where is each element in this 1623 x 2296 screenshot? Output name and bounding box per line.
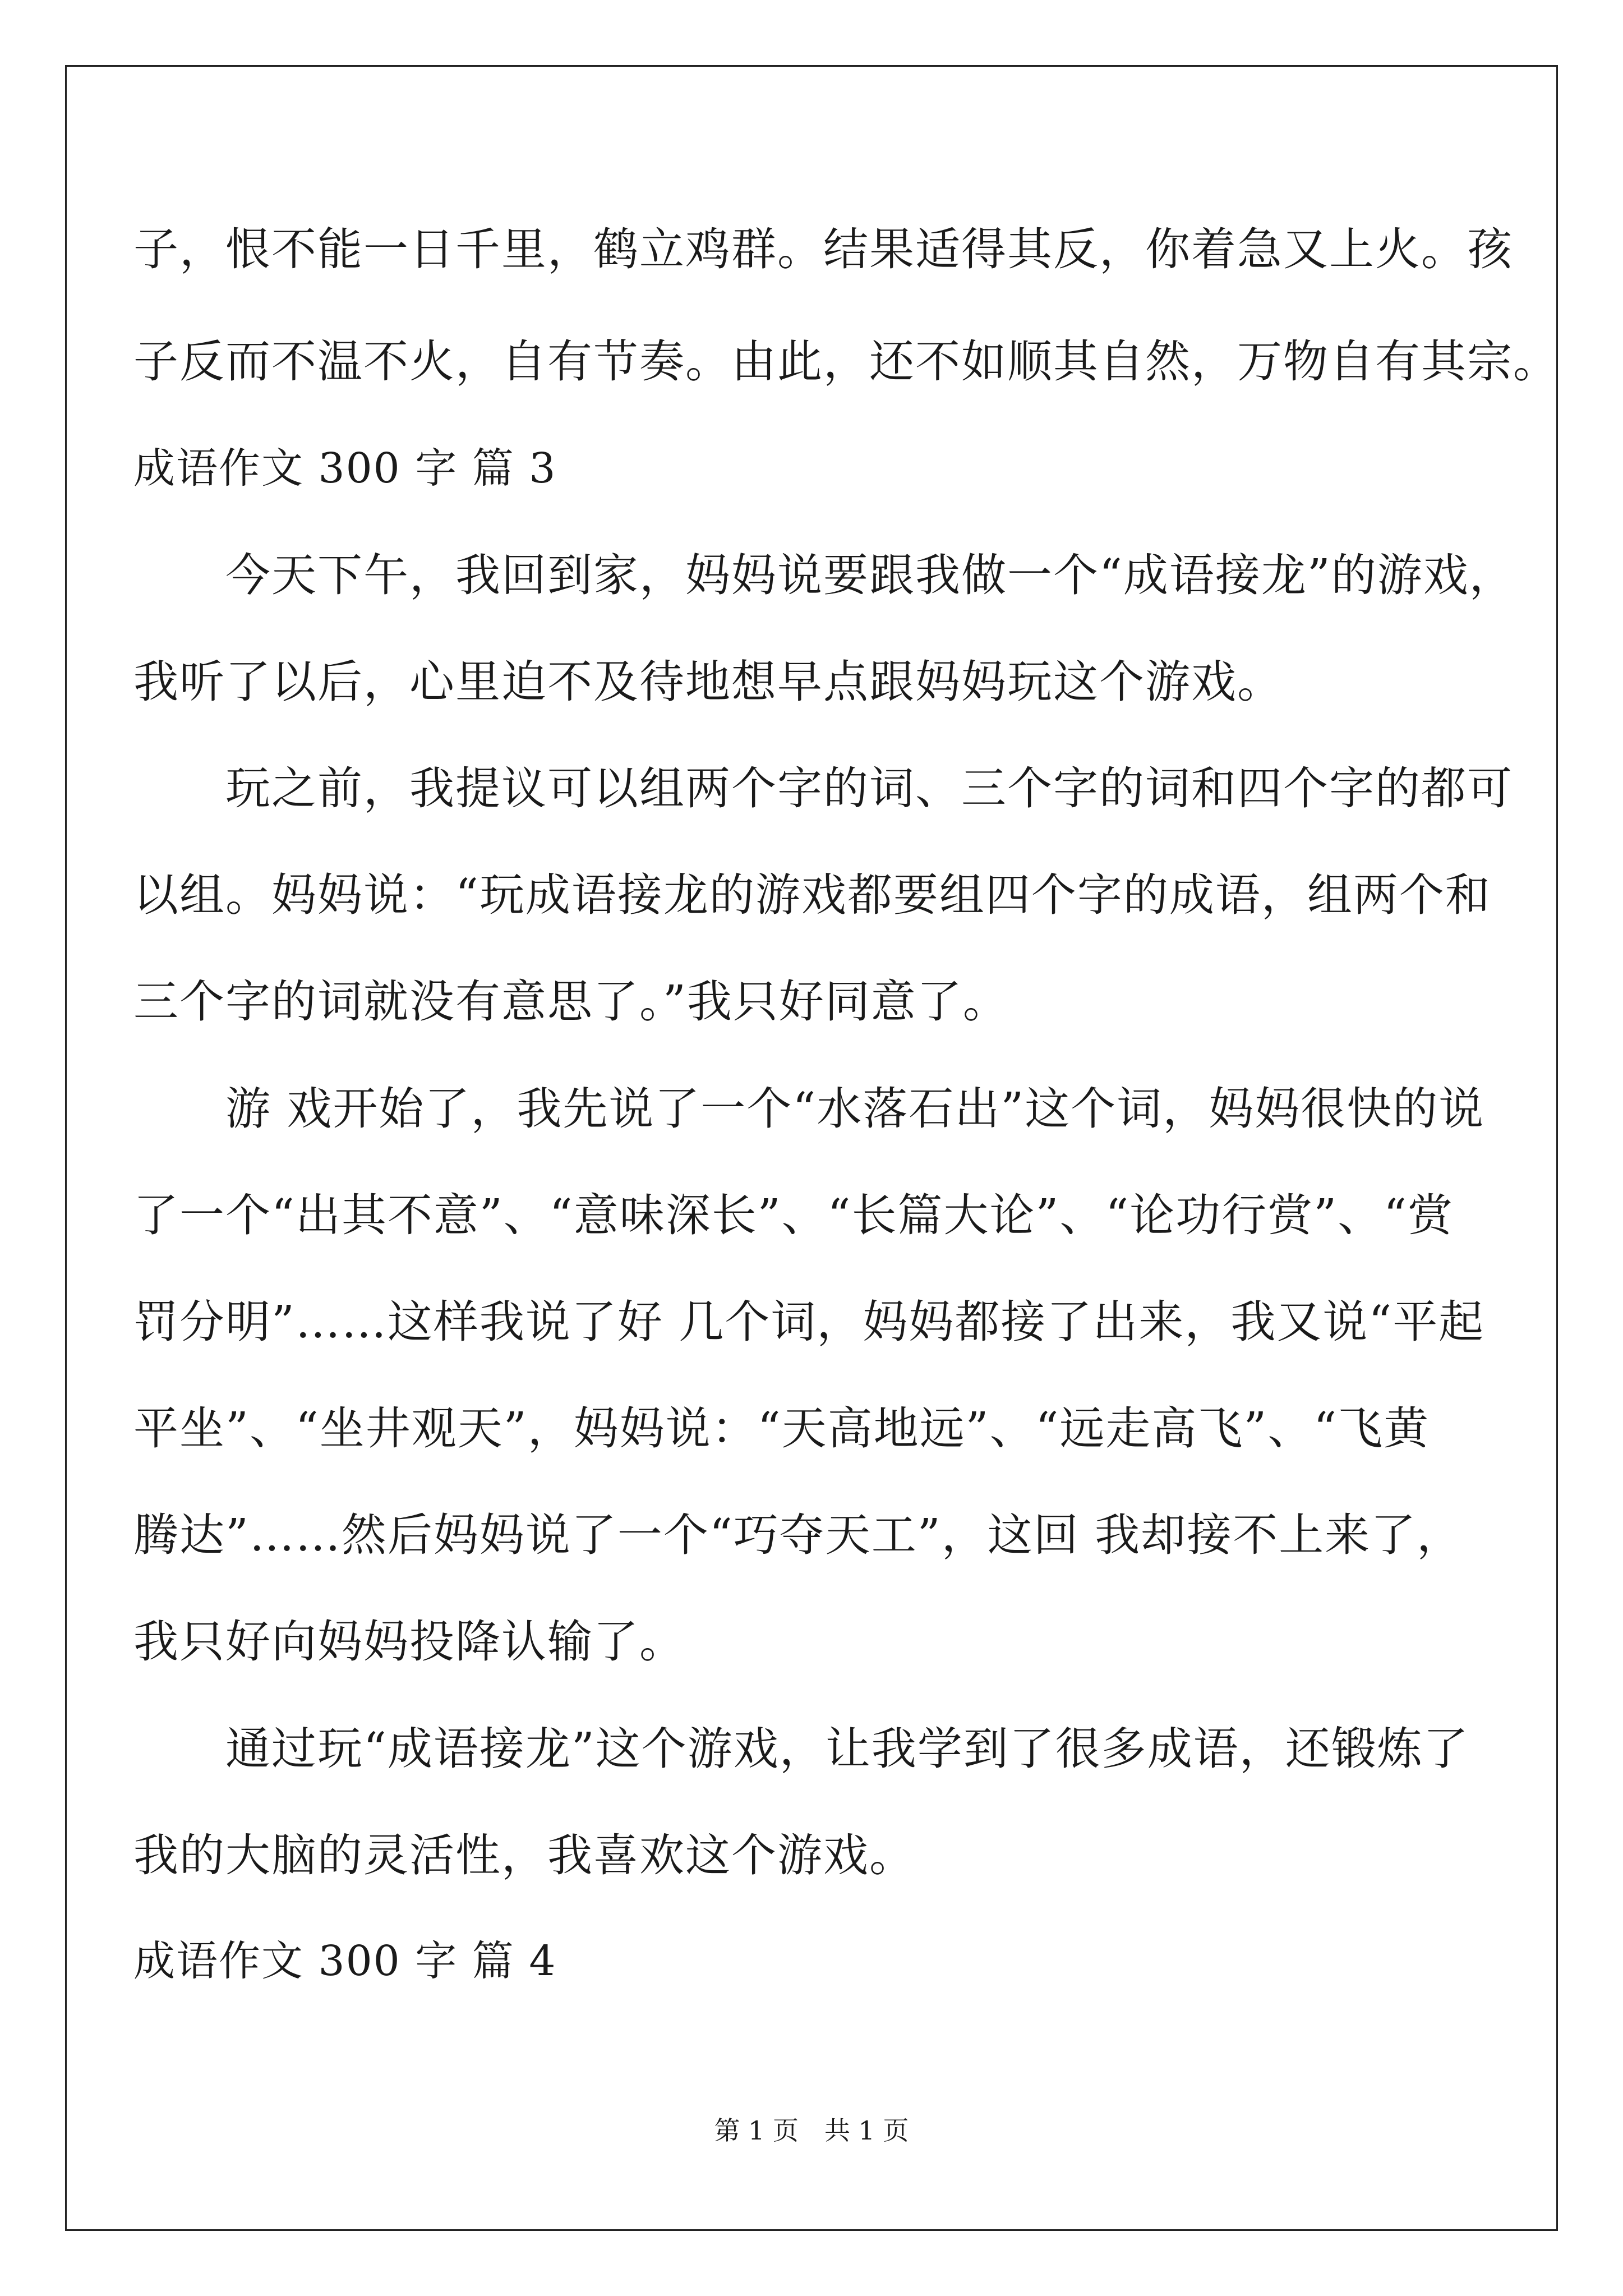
paragraph-line: 罚分明”……这样我说了好 几个词，妈妈都接了出来，我又说“平起	[133, 1296, 1485, 1348]
paragraph-line: 我听了以后，心里迫不及待地想早点跟妈妈玩这个游戏。	[133, 656, 1283, 708]
paragraph-line: 玩之前，我提议可以组两个字的词、三个字的词和四个字的都可	[133, 762, 1513, 815]
paragraph-line: 游 戏开始了，我先说了一个“水落石出”这个词，妈妈很快的说	[133, 1083, 1485, 1135]
paragraph-line: 三个字的词就没有意思了。”我只好同意了。	[133, 976, 1009, 1028]
section-heading: 成语作文 300 字 篇 3	[133, 444, 557, 493]
paragraph-line: 了一个“出其不意”、“意味深长”、“长篇大论”、“论功行赏”、“赏	[133, 1189, 1454, 1241]
paragraph-line: 子反而不温不火，自有节奏。由此，还不如顺其自然，万物自有其宗。	[133, 335, 1559, 388]
paragraph-line: 以组。妈妈说：“玩成语接龙的游戏都要组四个字的成语，组两个和	[133, 869, 1491, 921]
page-border	[65, 65, 1558, 2231]
paragraph-line: 通过玩“成语接龙”这个游戏，让我学到了很多成语，还锻炼了	[133, 1723, 1469, 1775]
paragraph-line: 我只好向妈妈投降认输了。	[133, 1616, 685, 1668]
paragraph-line: 子，恨不能一日千里，鹤立鸡群。结果适得其反，你着急又上火。孩	[133, 223, 1513, 275]
paragraph-line: 今天下午，我回到家，妈妈说要跟我做一个“成语接龙”的游戏，	[133, 549, 1515, 601]
page-number-footer: 第 1 页 共 1 页	[714, 2115, 909, 2146]
paragraph-line: 我的大脑的灵活性，我喜欢这个游戏。	[133, 1829, 915, 1881]
section-heading: 成语作文 300 字 篇 4	[133, 1937, 557, 1985]
paragraph-line: 平坐”、“坐井观天”，妈妈说：“天高地远”、“远走高飞”、“飞黄	[133, 1402, 1430, 1455]
paragraph-line: 腾达”……然后妈妈说了一个“巧夺天工”，这回 我却接不上来了，	[133, 1509, 1463, 1561]
